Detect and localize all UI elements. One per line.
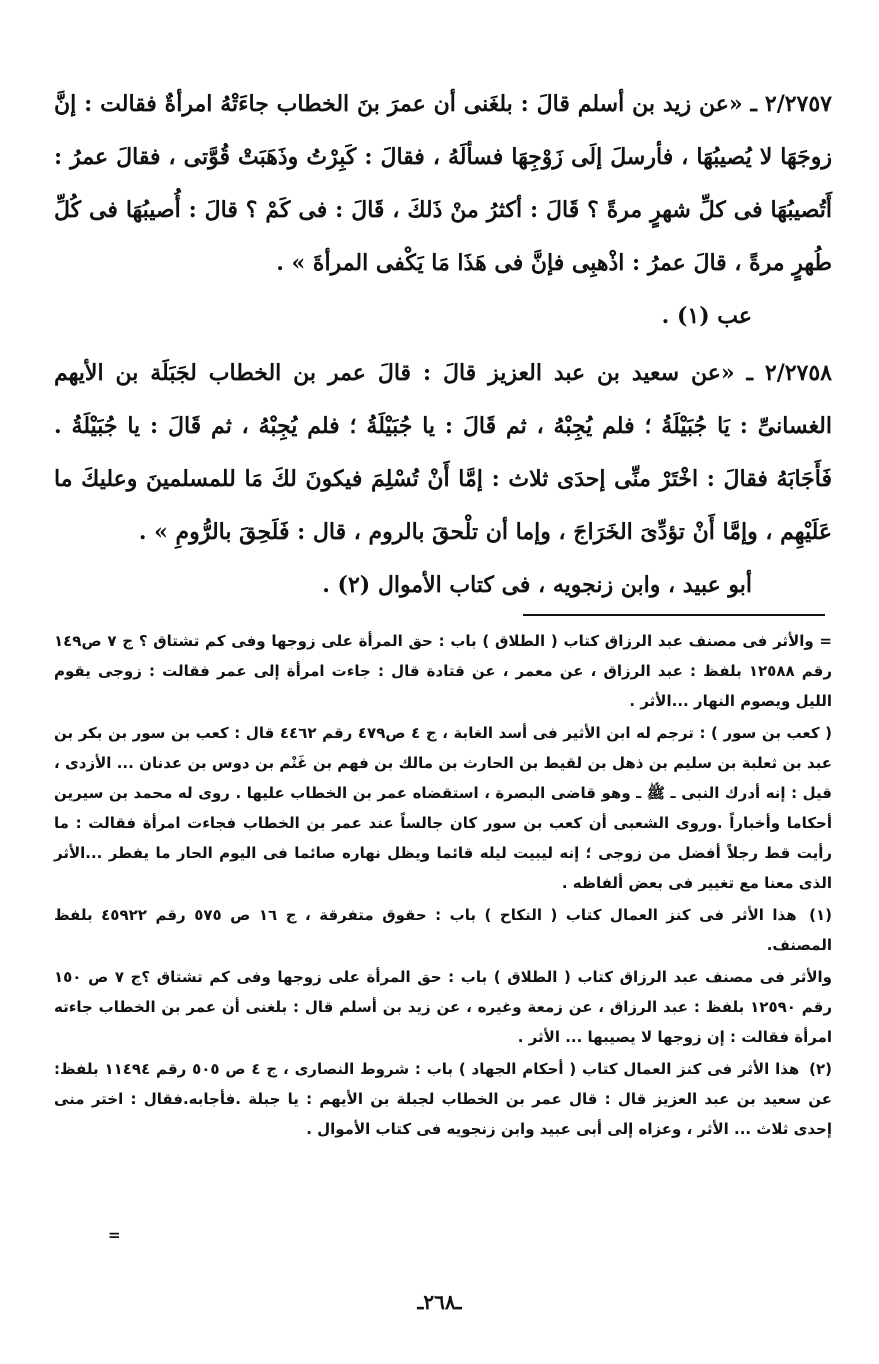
footnote-2-text: هذا الأثر فى كنز العمال كتاب ( أحكام الجهاد ) باب : شروط النصارى ، ج ٤ ص ٥٠٥ رقم ١١٤٩٤ بلفظ: عن سعيد بن عبد العزيز قال : قال عمر بن الخطاب لجبلة بن الأيهم : يا جبلة .فأجابه.فقال : اختر منى إحدى ثلاث ... الأثر ، وعزاه إلى أبى عبيد وابن زنجويه فى كتاب الأموال . — [54, 1060, 832, 1138]
footnote-2-number: (٢) — [809, 1060, 832, 1078]
footnotes — [54, 626, 832, 1146]
footnote-separator — [523, 614, 825, 616]
footnote-2 — [54, 1054, 832, 1144]
hadith-2757: ٢/٢٧٥٧ ـ «عن زيد بن أسلم قالَ : بلغَنى أن عمرَ بنَ الخطاب جاءَتْهُ امرأةٌ فقالت : إنَّ زوجَهَا لا يُصيبُهَا ، فأرسلَ إلَى زَوْجِهَا فسألَهُ ، فقالَ : كَبِرْتُ وذَهَبَتْ قُوَّتى ، فقالَ عمرُ : أَتُصيبُهَا فى كلِّ شهرٍ مرةً ؟ قَالَ : أكثرُ منْ ذَلكَ ، قَالَ : فى كَمْ ؟ قالَ : أُصيبُهَا فى كُلِّ طُهرٍ مرةً ، قالَ عمرُ : اذْهبِى فإنَّ فى هَذَا مَا يَكْفى المرأةَ » . — [54, 91, 832, 276]
footnote-1 — [54, 900, 832, 960]
footnote-1-number: (١) — [809, 906, 833, 924]
footnote-continuation: = والأثر فى مصنف عبد الرزاق كتاب ( الطلاق ) باب : حق المرأة على زوجها وفى كم تشتاق ؟ ج ٧ ص١٤٩ رقم ١٢٥٨٨ بلفظ : عبد الرزاق ، عن معمر ، عن قتادة قال : جاءت امرأة إلى عمر فقالت : زوجى يقوم الليل ويصوم النهار ...الأثر . — [54, 632, 832, 710]
footnote-1-text: هذا الأثر فى كنز العمال كتاب ( النكاح ) باب : حقوق متفرقة ، ج ١٦ ص ٥٧٥ رقم ٤٥٩٢٢ بلفظ المصنف. — [54, 906, 832, 954]
page-number: ـ٢٦٨ـ — [417, 1290, 462, 1314]
hadith-2758: ٢/٢٧٥٨ ـ «عن سعيد بن عبد العزيز قالَ : قالَ عمر بن الخطاب لجَبَلَة بن الأيهم الغسانىِّ : يَا جُبَيْلَةُ ؛ فلم يُجِبْهُ ، ثم قَالَ : يا جُبَيْلَةُ ؛ فلم يُجِبْهُ ، ثم قَالَ : يا جُبَيْلَةُ . فَأَجَابَهُ فقالَ : اخْتَرْ منِّى إحدَى ثلاث : إمَّا أَنْ تُسْلِمَ فيكونَ لكَ مَا للمسلمينَ وعليكَ ما عَلَيْهِم ، وإمَّا أَنْ تؤدِّىَ الخَرَاجَ ، وإما أن تلْحقَ بالروم ، قال : فَلَحِقَ بالرُّومِ » . — [54, 360, 833, 545]
continuation-mark: = — [108, 1226, 121, 1244]
main-text — [54, 78, 832, 612]
footnote-1-extra: والأثر فى مصنف عبد الرزاق كتاب ( الطلاق ) باب : حق المرأة على زوجها وفى كم تشتاق ؟ج ٧ ص ١٥٠ رقم ١٢٥٩٠ بلفظ : عبد الرزاق ، عن زمعة وغيره ، عن زيد بن أسلم قال : بلغنى أن عمر بن الخطاب جاءته امرأة فقالت : إن زوجها لا يصيبها ... الأثر . — [54, 968, 832, 1046]
hadith-2758-source: أبو عبيد ، وابن زنجويه ، فى كتاب الأموال (٢) . — [322, 572, 752, 598]
footnote-kab-bin-sur: ( كعب بن سور ) : ترجم له ابن الأثير فى أسد الغابة ، ج ٤ ص٤٧٩ رقم ٤٤٦٢ قال : كعب بن سور بن بكر بن عبد بن ثعلبة بن سليم بن ذهل بن لقيط بن الحارث بن مالك بن فهم بن غَنْم بن دوس بن عدنان ... الأزدى ، قيل : إنه أدرك النبى ـ ﷺ ـ وهو قاضى البصرة ، استقضاه عمر بن الخطاب عليها . روى له محمد بن سيرين أحكاما وأخباراً .وروى الشعبى أن كعب بن سور كان جالساً عند عمر بن الخطاب فجاءت امرأة فقالت : ما رأيت قط رجلاً أفضل من زوجى ؛ إنه ليبيت ليله قائما ويظل نهاره صائما فى اليوم الحار ما يفطر ...الأثر الذى معنا مع تغيير فى بعض ألفاظه . — [54, 724, 833, 892]
hadith-2757-source: عب (١) . — [661, 303, 752, 329]
